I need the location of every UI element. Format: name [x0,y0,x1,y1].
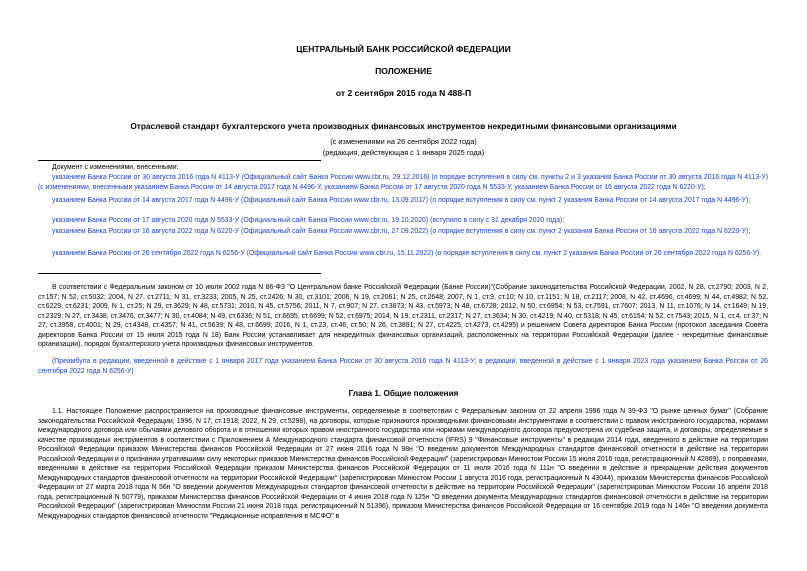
preamble-text: В соответствии с Федеральным законом от 10 июля 2002 года N 86-ФЗ "О Центральном банке Российской Федерации (Банке России)"(Собрание законодательства Российской Федерации, 2002, N 28, ст.2790; 2003, N 2, ст.157; N 52, ст.5032; 2004, N 27, ст.2711; N 31, ст.3233; 2005, N 25, ст.2426; N 30, ст.3101; 2006, N 19, ст.2061; N 25, ст.2648; 2007, N 1, ст.9, ст.10; N 10, ст.1151; N 18, ст.2117; 2008, N 42, ст.4696, ст.4699; N 44, ст.4982; N 52, ст.6229, ст.6231; 2009, N 1, ст.25; N 29, ст.3629; N 48, ст.5731; 2010, N 45, ст.5756; 2011, N 7, ст.907; N 27, ст.3873; N 43, ст.5973; N 48, ст.6728; 2012, N 50, ст.6954; N 53, ст.7591, ст.7607; 2013, N 11, ст.1076; N 14, ст.1649; N 19, ст.2329; N 27, ст.3438, ст.3476, ст.3477; N 30, ст.4084; N 49, ст.6336; N 51, ст.6695, ст.6699; N 52, ст.6975; 2014, N 19, ст.2311, ст.2317; N 27, ст.3634; N 30, ст.4219; N 40, ст.5318; N 45, ст.6154; N 52, ст.7543; 2015, N 1, ст.4, ст.37; N 27, ст.3958, ст.4001; N 29, ст.4348, ст.4357; N 41, ст.5639; N 48, ст.6699; 2016, N 1, ст.23, ст.46, ст.50; N 26, ст.3891; N 27, ст.4225, ст.4273, ст.4295) и решением Совета директоров Банка России (протокол заседания Совета директоров Банка России от 15 июля 2015 года N 18) Банк России устанавливает для некредитных финансовых организаций, расположенных на территории Российской Федерации (далее - некредитные финансовые организации), порядок бухгалтерского учета производных финансовых инструментов. [38,284,768,348]
bottom-divider [38,273,321,274]
change-item-5[interactable]: указанием Банка России от 26 сентября 2022 года N 6256-У (Официальный сайт Банка России www.cbr.ru, 15.11.2022) (о порядке вступления в силу см. пункт 2 указания Банка России от 26 сентября 2022 года N 6256-У). [52,250,762,257]
preamble-note[interactable]: (Преамбула в редакции, введенной в действие с 1 января 2017 года указанием Банка России от 30 августа 2016 года N 4113-У; в редакции, введенной в действие с 1 января 2023 года указанием Банка России от 26 сентября 2022 года N 6256-У) [38,358,768,375]
doc-date: от 2 сентября 2015 года N 488-П [335,88,472,98]
org-name: ЦЕНТРАЛЬНЫЙ БАНК РОССИЙСКОЙ ФЕДЕРАЦИИ [296,44,511,54]
change-item-4[interactable]: указанием Банка России от 16 августа 2022 года N 6220-У (Официальный сайт Банка России www.cbr.ru, 27.09.2022) (о порядке вступления в силу см. пункт 2 указания Банка России от 16 августа 2022 года N 6220-У); [52,228,751,235]
change-item-2[interactable]: указанием Банка России от 14 августа 2017 года N 4496-У (Официальный сайт Банка России www.cbr.ru, 13.09.2017) (о порядке вступления в силу см. пункт 2 указания Банка России от 14 августа 2017 года N 4496-У); [52,197,751,204]
chapter-title: Глава 1. Общие положения [348,389,459,398]
top-divider [38,160,321,161]
paragraph-1-1: 1.1. Настоящее Положение распространяется на производные финансовые инструменты, определяемые в соответствии с Федеральным законом от 22 апреля 1996 года N 39-ФЗ "О рынке ценных бумаг" (Собрание законодательства Российской Федерации, 1996, N 17, ст.1918; 2022, N 29, ст.5298), на договоры, которые признаются производными финансовыми инструментами в соответствии с правом иностранного государства, нормами международного договора или обычаями делового оборота и в отношении которых правом иностранного государства или нормами международного договора предусмотрена их судебная защита, и договоры, определяемые в качестве производных инструментов в соответствии с Приложением А Международного стандарта финансовой отчетности (IFRS) 9 "Финансовые инструменты" в редакции 2014 года, введенного в действие на территории Российской Федерации приказом Министерства финансов Российской Федерации от 27 июня 2016 года N 98н "О введении документов Международных стандартов финансовой отчетности в действие на территории Российской Федерации и о признании утратившими силу некоторых приказов Министерства финансов Российской Федерации" (зарегистрирован Минюстом России 15 июля 2016 года, регистрационный N 42869), с поправками, введенными в действие на территории Российской Федерации приказом Министерства финансов Российской Федерации от 11 июля 2016 года N 111н "О введении в действие и прекращении действия документов Международных стандартов финансовой отчетности на территории Российской Федерации" (зарегистрирован Минюстом России 1 августа 2016 года, регистрационный N 43044), приказом Министерства финансов Российской Федерации от 27 марта 2018 года N 56н "О введении документов Международных стандартов финансовой отчетности в действие на территории Российской Федерации" (зарегистрирован Минюстом России 16 апреля 2018 года, регистрационный N 50779), приказом Министерства финансов Российской Федерации от 4 июня 2018 года N 125н "О введении документа Международных стандартов финансовой отчетности в действие на территории Российской Федерации" (зарегистрирован Минюстом России 21 июня 2018 года, регистрационный N 51396), приказом Министерства финансов Российской Федерации от 16 сентября 2019 года N 146н "О введении документа Международных стандартов финансовой отчетности "Редакционные исправления в МСФО" в [38,408,768,520]
changes-intro: Документ с изменениями, внесенными: [52,164,179,171]
change-item-3[interactable]: указанием Банка России от 17 августа 2020 года N 5533-У (Официальный сайт Банка России www.cbr.ru, 19.10.2020) (вступило в силу с 31 декабря 2020 года); [52,217,565,224]
edition-note: (редакция, действующая с 1 января 2025 года) [322,148,485,157]
changes-note: (с изменениями на 26 сентября 2022 года) [330,137,477,146]
doc-type: ПОЛОЖЕНИЕ [375,66,432,76]
change-item-1[interactable]: указанием Банка России от 30 августа 2016 года N 4113-У (Официальный сайт Банка России www.cbr.ru, 29.12.2016) (о порядке вступления в силу см. пункты 2 и 3 указания Банка России от 30 августа 2016 года N 4113-У) (с изменениями, внесенными указанием Банка России от 14 августа 2017 года N 4496-У, указанием Банка России от 17 августа 2020 года N 5533-У, указанием Банка России от 16 августа 2022 года N 6220-У); [38,174,768,191]
page-title: Отраслевой стандарт бухгалтерского учета производных финансовых инструментов некредитными финансовыми организациями [130,121,677,131]
